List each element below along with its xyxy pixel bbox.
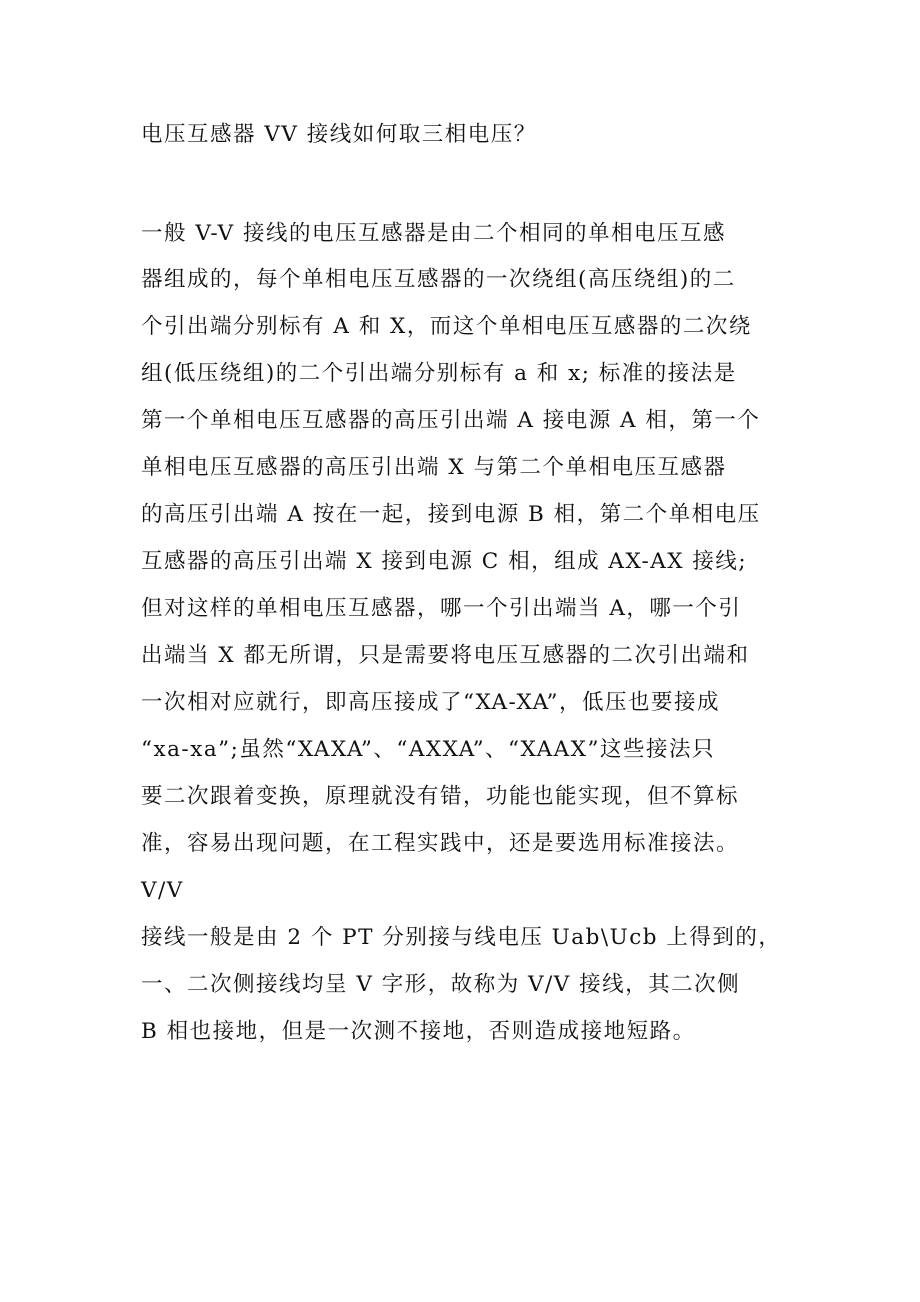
text-line: 器组成的，每个单相电压互感器的一次绕组(高压绕组)的二 xyxy=(141,267,736,292)
text-line: “xa-xa”;虽然“XAXA”、“AXXA”、“XAAX”这些接法只 xyxy=(141,737,715,762)
text-line: 准，容易出现问题，在工程实践中，还是要选用标准接法。 xyxy=(141,831,740,856)
text-line: 出端当 X 都无所谓，只是需要将电压互感器的二次引出端和 xyxy=(141,643,750,668)
text-line: 但对这样的单相电压互感器，哪一个引出端当 A，哪一个引 xyxy=(141,596,742,621)
text-line: 组(低压绕组)的二个引出端分别标有 a 和 x; 标准的接法是 xyxy=(141,361,737,386)
page-title: 电压互感器 VV 接线如何取三相电压？ xyxy=(141,122,537,147)
text-line: 要二次跟着变换，原理就没有错，功能也能实现，但不算标 xyxy=(141,784,740,809)
text-line: 接线一般是由 2 个 PT 分别接与线电压 Uab\Ucb 上得到的， xyxy=(141,925,782,950)
text-line: 一般 V-V 接线的电压互感器是由二个相同的单相电压互感 xyxy=(141,221,726,246)
text-line: 单相电压互感器的高压引出端 X 与第二个单相电压互感器 xyxy=(141,455,727,480)
text-line: 个引出端分别标有 A 和 X，而这个单相电压互感器的二次绕 xyxy=(141,314,752,339)
text-line: 一次相对应就行，即高压接成了“XA-XA”，低压也要接成 xyxy=(141,690,720,715)
text-line: B 相也接地，但是一次测不接地，否则造成接地短路。 xyxy=(141,1019,696,1044)
text-line: 一、二次侧接线均呈 V 字形，故称为 V/V 接线，其二次侧 xyxy=(141,972,741,997)
text-line: 第一个单相电压互感器的高压引出端 A 接电源 A 相，第一个 xyxy=(141,408,761,433)
text-line: V/V xyxy=(141,878,184,903)
text-line: 互感器的高压引出端 X 接到电源 C 相，组成 AX-AX 接线; xyxy=(141,549,748,574)
text-line: 的高压引出端 A 按在一起，接到电源 B 相，第二个单相电压 xyxy=(141,502,761,527)
